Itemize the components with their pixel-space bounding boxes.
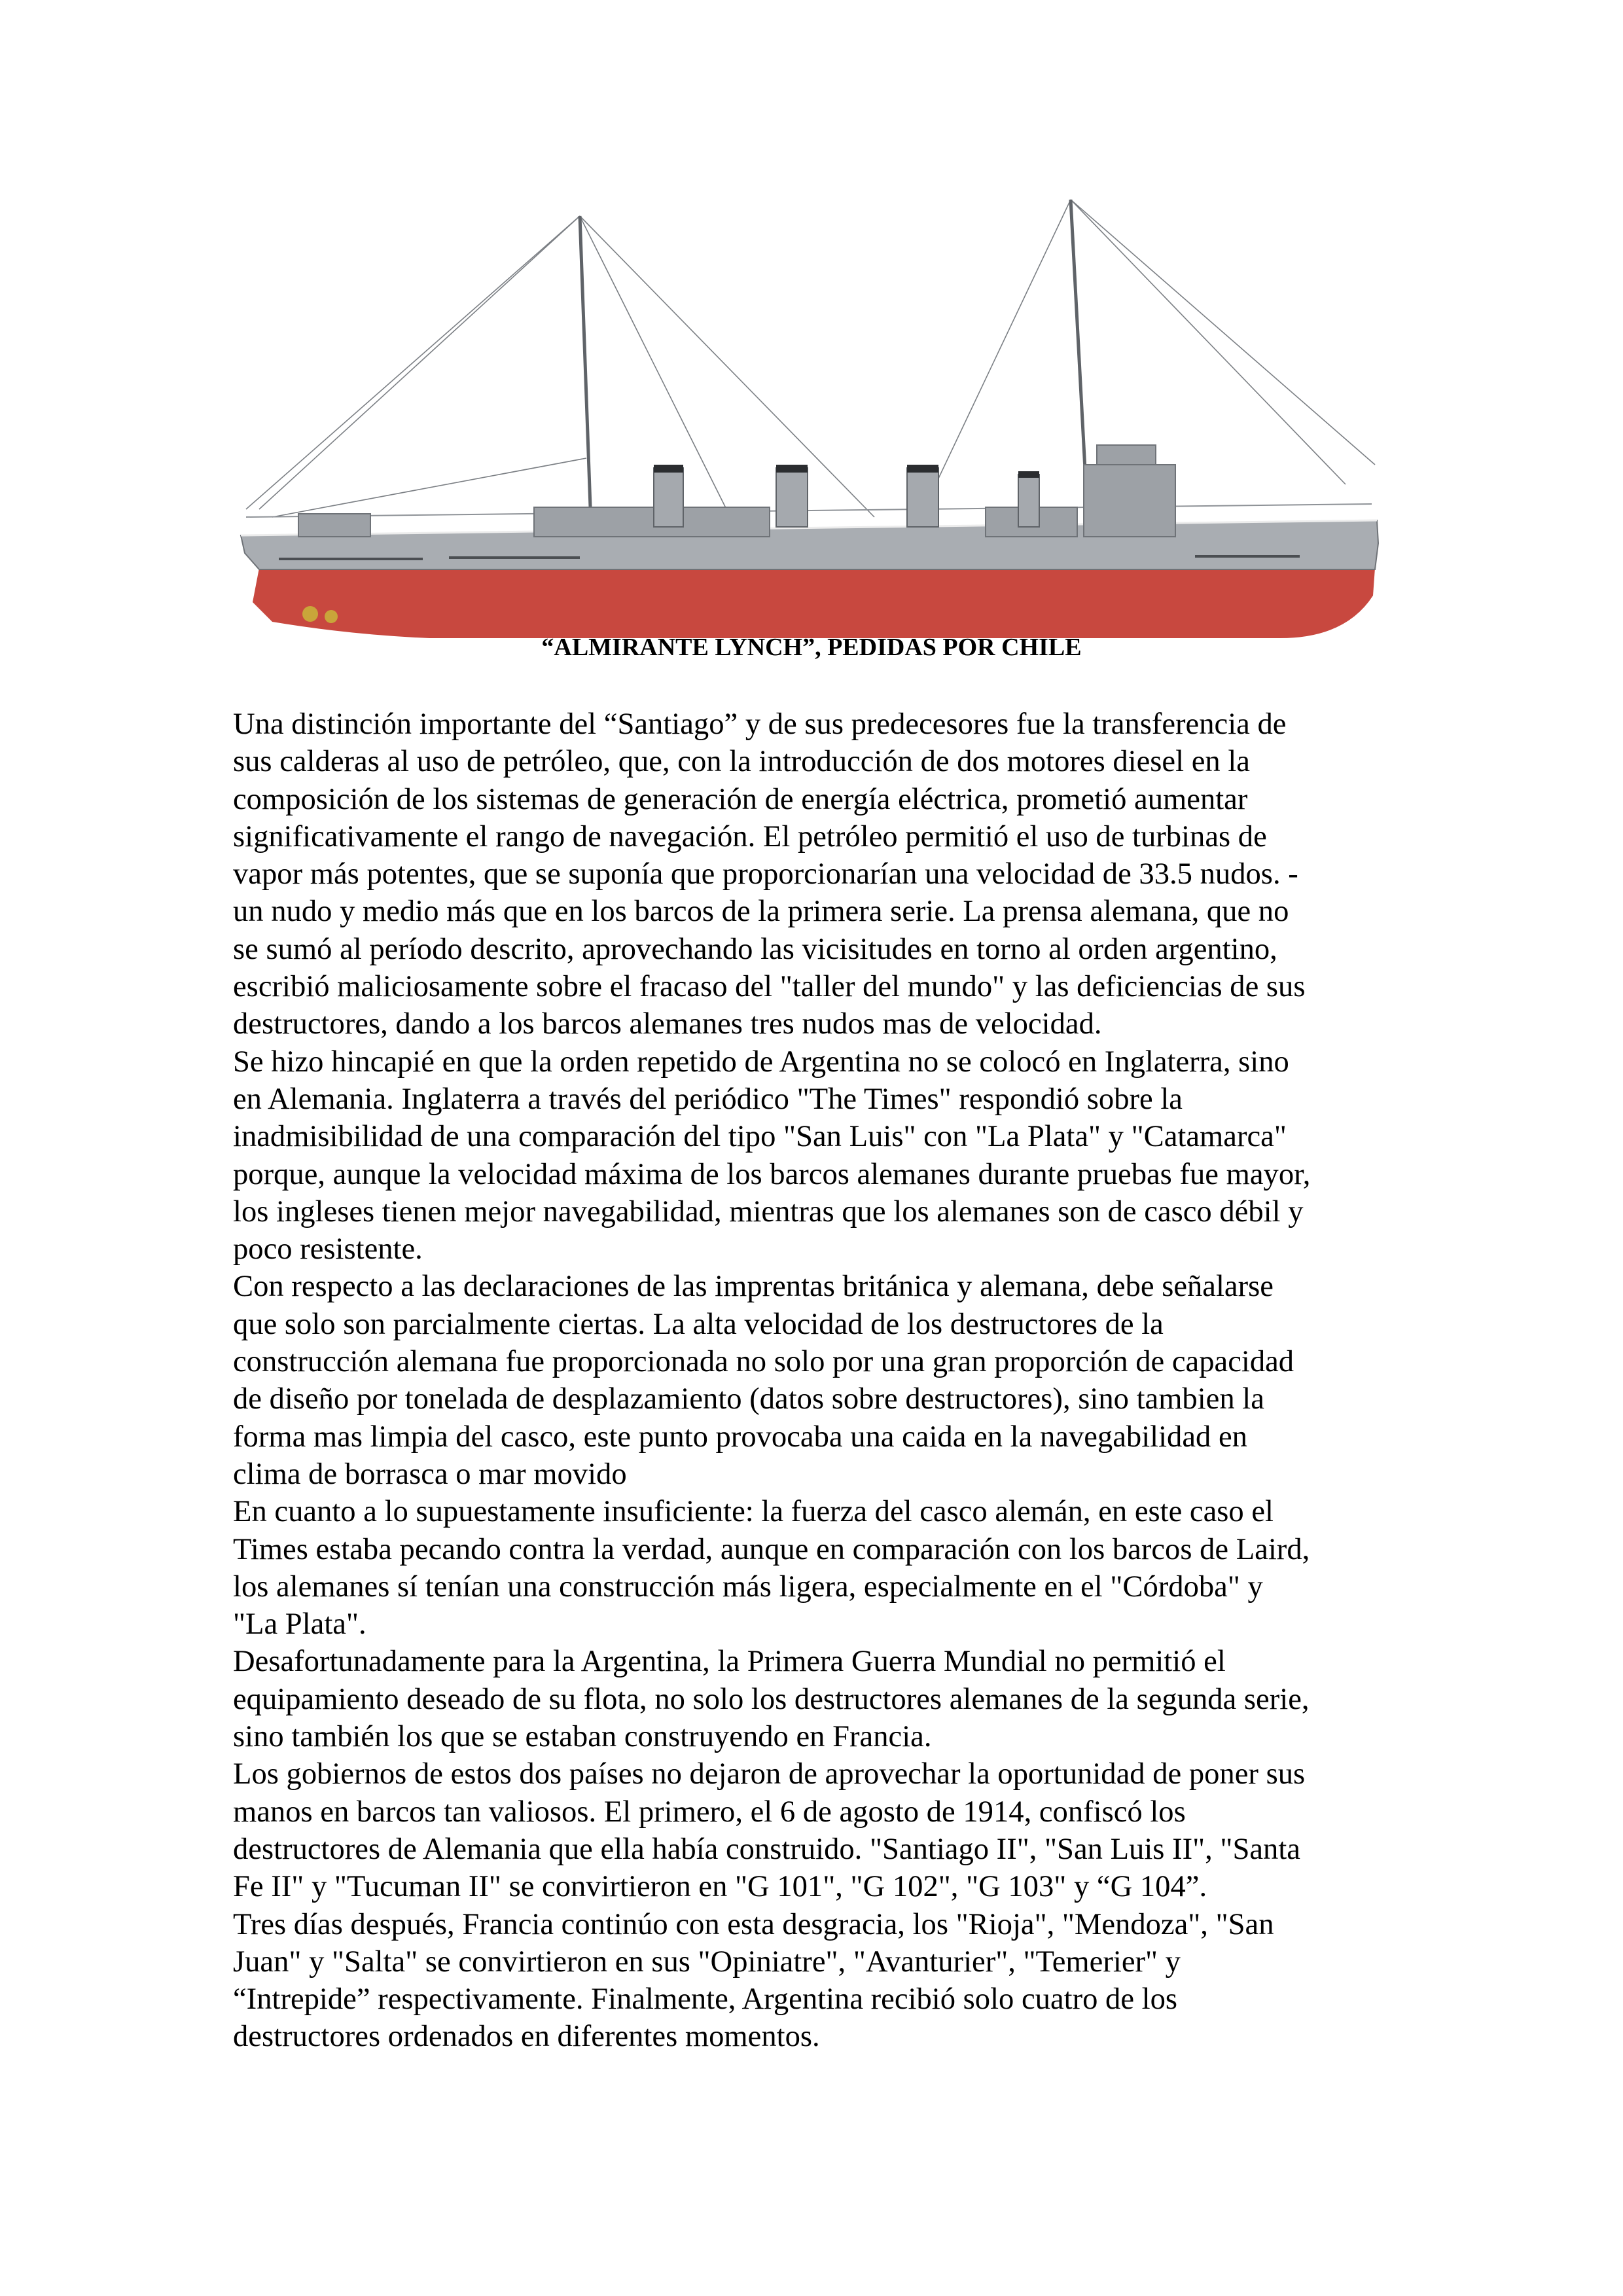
text-line: se sumó al período descrito, aprovechando las vicisitudes en torno al orden argentino, bbox=[233, 931, 1277, 966]
text-line: forma mas limpia del casco, este punto provocaba una caida en la navegabilidad en bbox=[233, 1419, 1247, 1454]
text-line: Times estaba pecando contra la verdad, aunque en comparación con los barcos de Laird, bbox=[233, 1532, 1310, 1566]
text-line: destructores ordenados en diferentes momentos. bbox=[233, 2019, 820, 2054]
text-line: Desafortunadamente para la Argentina, la Primera Guerra Mundial no permitió el bbox=[233, 1644, 1226, 1679]
text-line: construcción alemana fue proporcionada no solo por una gran proporción de capacidad bbox=[233, 1344, 1294, 1379]
text-line: Los gobiernos de estos dos países no dejaron de aprovechar la oportunidad de poner sus bbox=[233, 1757, 1306, 1791]
text-line: clima de borrasca o mar movido bbox=[233, 1456, 627, 1491]
text-line: manos en barcos tan valiosos. El primero, el 6 de agosto de 1914, confiscó los bbox=[233, 1794, 1186, 1829]
text-line: vapor más potentes, que se suponía que proporcionarían una velocidad de 33.5 nudos. - bbox=[233, 857, 1298, 891]
text-line: Con respecto a las declaraciones de las imprentas británica y alemana, debe señalarse bbox=[233, 1269, 1274, 1304]
text-line: de diseño por tonelada de desplazamiento (datos sobre destructores), sino tambien la bbox=[233, 1382, 1264, 1416]
text-line: que solo son parcialmente ciertas. La alta velocidad de los destructores de la bbox=[233, 1306, 1164, 1341]
figure-caption: “ALMIRANTE LYNCH”, PEDIDAS POR CHILE bbox=[541, 634, 1082, 661]
text-line: "La Plata". bbox=[233, 1607, 366, 1641]
text-line: porque, aunque la velocidad máxima de los barcos alemanes durante pruebas fue mayor, bbox=[233, 1157, 1311, 1191]
text-line: destructores, dando a los barcos alemanes tres nudos mas de velocidad. bbox=[233, 1007, 1102, 1041]
superstructure bbox=[298, 445, 1175, 537]
text-line: escribió maliciosamente sobre el fracaso del "taller del mundo" y las deficiencias de sus bbox=[233, 969, 1306, 1004]
text-line: destructores de Alemania que ella había construido. "Santiago II", "San Luis II", "Santa bbox=[233, 1831, 1300, 1866]
text-line: Una distinción importante del “Santiago” y de sus predecesores fue la transferencia de bbox=[233, 707, 1287, 741]
text-line: un nudo y medio más que en los barcos de la primera serie. La prensa alemana, que no bbox=[233, 894, 1289, 929]
text-line: Juan" y "Salta" se convirtieron en sus "Opiniatre", "Avanturier", "Temerier" y bbox=[233, 1944, 1181, 1979]
destroyer-ship-icon bbox=[233, 177, 1385, 638]
text-line: Fe II" y "Tucuman II" se convirtieron en "G 101", "G 102", "G 103" y “G 104”. bbox=[233, 1869, 1207, 1904]
waterline-hull bbox=[253, 568, 1375, 638]
text-line: sino también los que se estaban construyendo en Francia. bbox=[233, 1719, 932, 1754]
rigging bbox=[246, 200, 1375, 517]
deck-railing bbox=[246, 504, 1372, 517]
text-line: En cuanto a lo supuestamente insuficiente: la fuerza del casco alemán, en este caso el bbox=[233, 1494, 1274, 1529]
text-line: los alemanes sí tenían una construcción más ligera, especialmente en el "Córdoba" y bbox=[233, 1569, 1263, 1604]
text-line: equipamiento deseado de su flota, no solo los destructores alemanes de la segunda serie, bbox=[233, 1681, 1310, 1716]
article-body bbox=[233, 706, 1404, 2056]
text-line: Tres días después, Francia continúo con esta desgracia, los "Rioja", "Mendoza", "San bbox=[233, 1907, 1274, 1941]
funnel-tops bbox=[654, 465, 1039, 478]
text-line: inadmisibilidad de una comparación del tipo "San Luis" con "La Plata" y "Catamarca" bbox=[233, 1119, 1287, 1154]
ship-illustration bbox=[233, 177, 1385, 638]
text-line: composición de los sistemas de generación de energía eléctrica, prometió aumentar bbox=[233, 781, 1248, 816]
text-line: poco resistente. bbox=[233, 1232, 423, 1266]
text-line: Se hizo hincapié en que la orden repetido de Argentina no se colocó en Inglaterra, sino bbox=[233, 1044, 1289, 1079]
text-line: “Intrepide” respectivamente. Finalmente, Argentina recibió solo cuatro de los bbox=[233, 1982, 1178, 2017]
text-line: los ingleses tienen mejor navegabilidad, mientras que los alemanes son de casco débil y bbox=[233, 1194, 1304, 1229]
text-line: en Alemania. Inglaterra a través del periódico "The Times" respondió sobre la bbox=[233, 1081, 1183, 1116]
text-line: sus calderas al uso de petróleo, que, con la introducción de dos motores diesel en la bbox=[233, 744, 1250, 779]
text-line: significativamente el rango de navegación. El petróleo permitió el uso de turbinas de bbox=[233, 819, 1267, 853]
